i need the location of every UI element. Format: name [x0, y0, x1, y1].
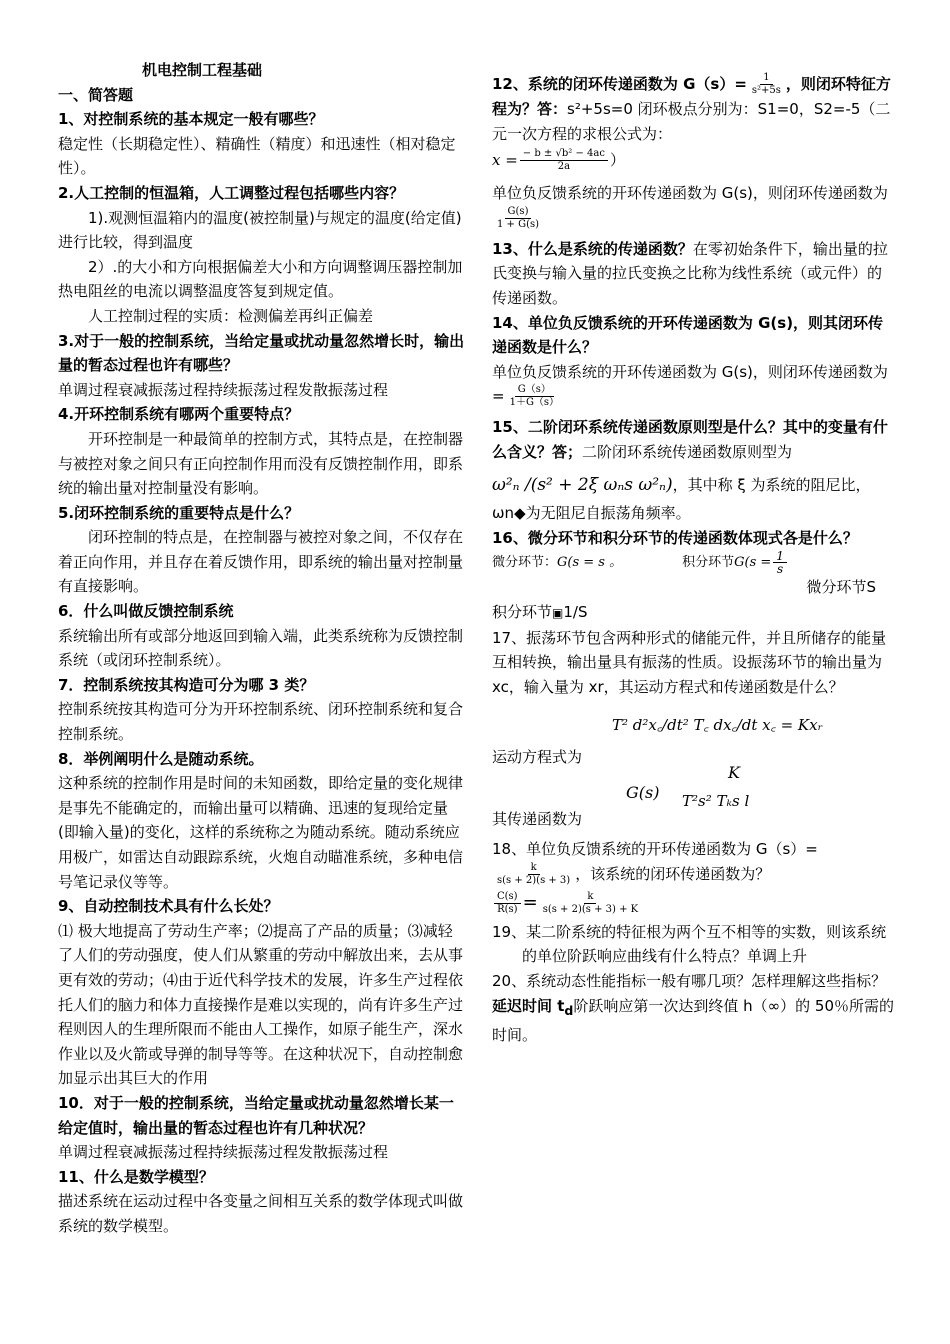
delay-time-text: 阶跃响应第一次达到终值 h（∞）的 50％所需的时间。 [492, 996, 894, 1045]
tf-lhs: G(s) [626, 783, 660, 803]
question-11: 11、什么是数学模型？ [58, 1167, 214, 1186]
unit-feedback-tf-2-numerator: G（s） [515, 384, 554, 397]
unit-feedback-tf-2 [507, 384, 562, 409]
transfer-function-row [492, 763, 896, 831]
answer-3: 单调过程衰减振荡过程持续振荡过程发散振荡过程 [58, 380, 389, 399]
diff-int-formulas [492, 550, 896, 575]
delay-time [492, 994, 896, 1048]
answer-2-step-1: 1).观测恒温箱内的温度(被控制量)与规定的温度(给定值)进行比较，得到温度 [58, 208, 462, 252]
question-18-text-b: ，该系统的闭环传递函数为？ [575, 864, 771, 883]
answer-6: 系统输出所有或部分地返回到输入端，此类系统称为反馈控制系统（或闭环控制系统）。 [58, 626, 464, 670]
question-19: 19、某二阶系统的特征根为两个互不相等的实数，则该系统的单位阶跃响应曲线有什么特点？单调上升 [492, 922, 887, 966]
int-formula: G(s = [734, 554, 772, 570]
int-text: 积分环节 [492, 602, 553, 621]
open-loop-tf-numerator: k [528, 862, 540, 875]
section-heading: 一、简答题 [58, 85, 134, 104]
standard-form-row [492, 473, 896, 498]
int-label: 积分环节 [682, 554, 735, 570]
root-formula-lhs: x = [492, 151, 518, 170]
unit-feedback-statement-1 [492, 181, 896, 231]
question-14: 14、单位负反馈系统的开环传递函数为 G(s)，则其闭环传递函数是什么？ [492, 313, 884, 357]
int-text-row [492, 600, 896, 626]
answer-2-essence: 人工控制过程的实质：检测偏差再纠正偏差 [88, 306, 374, 325]
question-13-text: 13、什么是系统的传递函数？ [492, 239, 693, 258]
int-formula-frac [773, 550, 787, 575]
closed-loop-result [492, 891, 896, 916]
question-16: 16、微分环节和积分环节的传递函数体现式各是什么？ [492, 528, 858, 547]
unit-feedback-tf-2-denominator: 1＋G（s） [509, 397, 560, 409]
closed-loop-tf-denominator: s²+5s [751, 85, 781, 96]
cr-denominator: R(s) [497, 903, 518, 915]
root-formula-frac [520, 148, 608, 173]
unit-feedback-tf-1-numerator: G(s) [505, 206, 532, 219]
question-15 [492, 415, 896, 464]
root-formula-denominator: 2a [557, 161, 571, 173]
answer-1: 稳定性（长期稳定性）、精确性（精度）和迅速性（相对稳定性）。 [58, 134, 456, 178]
question-15-text: 15、二阶闭环系统传递函数原则型是什么？其中的变量有什么含义？答； [492, 418, 888, 461]
question-4: 4.开环控制系统有哪两个重要特点？ [58, 405, 300, 424]
placeholder-box-icon: ▣ [552, 605, 564, 620]
delay-time-label: 延迟时间 t [492, 996, 565, 1015]
question-8: 8．举例阐明什么是随动系统。 [58, 749, 264, 768]
answer-4: 开环控制是一种最简单的控制方式，其特点是，在控制器与被控对象之间只有正向控制作用而没有反馈控制作用，即系统的输出量对控制量没有影响。 [58, 429, 464, 498]
diff-text: 微分环节S [806, 578, 876, 597]
answer-12: s²+5s=0 闭环极点分别为：S1=0，S2=-5（二元一次方程的求根公式为： [492, 100, 891, 143]
question-13 [492, 237, 896, 311]
tf-label: 其传递函数为 [492, 809, 583, 828]
left-column [58, 58, 466, 1239]
unit-feedback-tf-1-denominator: 1 + G(s) [497, 218, 540, 230]
question-3: 3.对于一般的控制系统，当给定量或扰动量忽然增长时，输出量的暂态过程也许有哪些？ [58, 331, 465, 375]
question-1: 1、对控制系统的基本规定一般有哪些？ [58, 110, 324, 129]
unit-feedback-text-1: 单位负反馈系统的开环传递函数为 G(s)，则闭环传递函数为 [492, 184, 888, 203]
root-formula [492, 148, 896, 173]
open-loop-tf [494, 862, 573, 887]
int-formula-numerator: 1 [773, 550, 787, 563]
open-loop-tf-denominator: s(s + 2)(s + 3) [497, 874, 571, 886]
answer-2-step-2: 2）.的大小和方向根据偏差大小和方向调整调压器控制加热电阻丝的电流以调整温度答复到规定值。 [58, 257, 463, 301]
root-formula-close: ） [609, 151, 625, 170]
answer-11: 描述系统在运动过程中各变量之间相互关系的数学体现式叫做系统的数学模型。 [58, 1192, 464, 1235]
answer-10: 单调过程衰减振荡过程持续振荡过程发散振荡过程 [58, 1143, 389, 1162]
question-12 [492, 72, 896, 146]
question-18 [492, 837, 896, 887]
answer-8: 这种系统的控制作用是时间的未知函数，即给定量的变化规律是事先不能确定的，而输出量可以精确、迅速的复现给定量(即输入量)的变化，这样的系统称之为随动系统。随动系统应用极广，如雷达自动跟踪系统，火炮自动瞄准系统，多种电信号笔记录仪等等。 [58, 774, 464, 891]
answer-13: 在零初始条件下，输出量的拉氏变换与输入量的拉氏变换之比称为线性系统（或元件）的传递函数。 [492, 239, 888, 307]
tf-numerator: K [728, 763, 740, 783]
closed-loop-result-denominator: s(s + 2)(s + 3) + K [542, 903, 639, 915]
question-7: 7．控制系统按其构造可分为哪 3 类？ [58, 675, 315, 694]
closed-loop-result-numerator: k [584, 891, 596, 904]
closed-loop-result-frac [540, 891, 641, 916]
question-9: 9、自动控制技术具有什么长处？ [58, 897, 279, 916]
cr-numerator: C(s) [494, 891, 521, 904]
question-12-text-b: ，则闭环特征方程为？答： [492, 75, 891, 118]
standard-form-formula: ω²ₙ /(s² + 2ξ ωₙs ω²ₙ) [492, 474, 673, 495]
question-6: 6．什么叫做反馈控制系统 [58, 602, 234, 621]
answer-15-damping: ，其中称 ξ 为系统的阻尼比， [672, 475, 871, 494]
motion-equation-row [492, 705, 896, 769]
closed-loop-tf-numerator: 1 [760, 72, 772, 85]
answer-5: 闭环控制的特点是，在控制器与被控对象之间，不仅存在着正向作用，并且存在着反馈作用，即系统的输出量对控制量有直接影响。 [58, 528, 464, 596]
int-formula-denominator: s [777, 562, 784, 577]
diff-text-row [492, 575, 896, 600]
answer-14 [492, 360, 896, 410]
question-17: 17、振荡环节包含两种形式的储能元件，并且所储存的能量互相转换，输出量具有振荡的性质。设振荡环节的输出量为 xc，输入量为 xr，其运动方程式和传递函数是什么？ [492, 628, 887, 696]
answer-14-text: 单位负反馈系统的开环传递函数为 G(s)，则闭环传递函数为= [492, 362, 888, 406]
closed-loop-tf [749, 72, 784, 97]
right-column [492, 72, 896, 1048]
answer-15-omega: ωn◆为无阻尼自振荡角频率。 [492, 504, 691, 523]
motion-equation: T² d²x꜀/dt² T꜀ dx꜀/dt x꜀ = Kxᵣ [612, 716, 823, 735]
cr-ratio [494, 891, 521, 916]
question-12-text: 12、系统的闭环传递函数为 G（s）= [492, 75, 747, 93]
int-value: 1/S [563, 602, 588, 621]
unit-feedback-tf-1 [494, 206, 542, 231]
root-formula-numerator: − b ± √b² − 4ac [520, 148, 608, 161]
delay-time-subscript: d [564, 1002, 574, 1018]
answer-15-text: 二阶闭环系统传递函数原则型为 [582, 442, 793, 461]
question-18-text: 18、单位负反馈系统的开环传递函数为 G（s）= [492, 840, 818, 859]
diff-label: 微分环节： [492, 554, 558, 570]
tf-denominator: T²s² Tₖs l [682, 792, 750, 811]
answer-9: ⑴ 极大地提高了劳动生产率；⑵提高了产品的质量；⑶减轻了人们的劳动强度，使人们从繁重的劳动中解放出来，去从事更有效的劳动；⑷由于近代科学技术的发展，许多生产过程依托人们的脑力和体力直接操作是难以实现的，尚有许多生产过程则因人的生理所限而不能由人工操作，如原子能生产，深水作业以及火箭或导弹的制导等等。在这种状况下，自动控制愈加显示出其巨大的作用 [58, 921, 464, 1088]
question-20: 20、系统动态性能指标一般有哪几项？怎样理解这些指标？ [492, 972, 887, 991]
diff-formula: G(s = s 。 [557, 554, 623, 570]
question-10: 10．对于一般的控制系统，当给定量或扰动量忽然增长某一给定值时，输出量的暂态过程也许有几种状况？ [58, 1093, 454, 1137]
motion-label: 运动方程式为 [492, 747, 583, 766]
page-title: 机电控制工程基础 [141, 61, 262, 79]
answer-7: 控制系统按其构造可分为开环控制系统、闭环控制系统和复合控制系统。 [58, 700, 464, 744]
equals-sign: = [522, 892, 538, 914]
question-2: 2.人工控制的恒温箱，人工调整过程包括哪些内容？ [58, 183, 405, 202]
question-5: 5.闭环控制系统的重要特点是什么？ [58, 503, 300, 522]
